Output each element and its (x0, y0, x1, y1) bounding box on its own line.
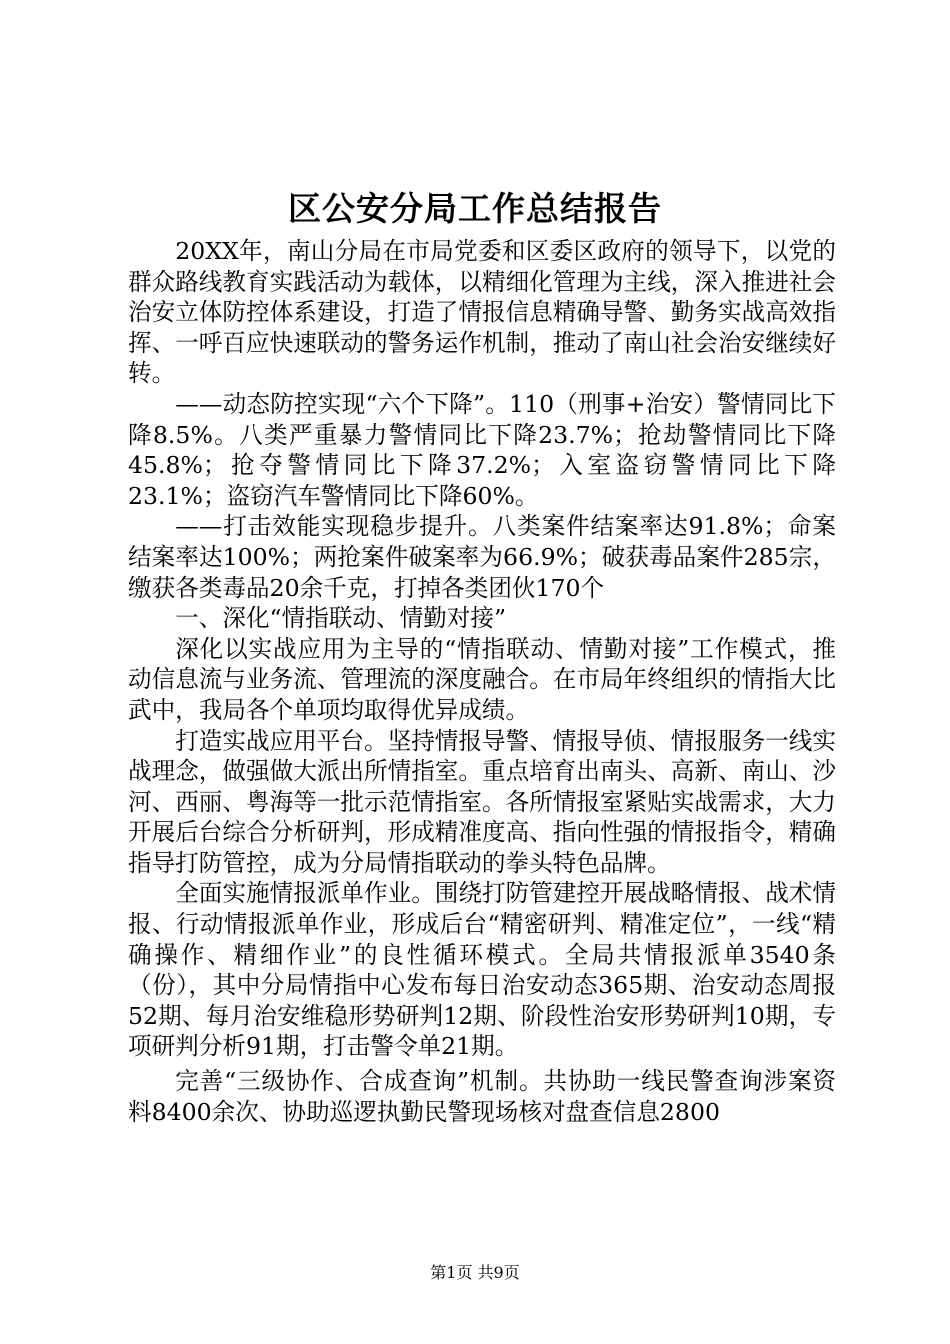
paragraph-dynamic-control: ——动态防控实现“六个下降”。110（刑事+治安）警情同比下降8.5%。八类严重暴力警情同比下降23.7%；抢劫警情同比下降45.8%；抢夺警情同比下降37.2%；入室盗窃警情同比下降23.1%；盗窃汽车警情同比下降60%。 (128, 389, 836, 510)
document-body (128, 236, 836, 1127)
paragraph-platform: 打造实战应用平台。坚持情报导警、情报导侦、情报服务一线实战理念，做强做大派出所情指室。重点培育出南头、高新、南山、沙河、西丽、粤海等一批示范情指室。各所情报室紧贴实战需求，大力开展后台综合分析研判，形成精准度高、指向性强的情报指令，精确指导打防管控，成为分局情指联动的拳头特色品牌。 (128, 726, 836, 877)
paragraph-intro: 20XX年，南山分局在市局党委和区委区政府的领导下，以党的群众路线教育实践活动为载体，以精细化管理为主线，深入推进社会治安立体防控体系建设，打造了情报信息精确导警、勤务实战高效指挥、一呼百应快速联动的警务运作机制，推动了南山社会治安继续好转。 (128, 237, 836, 388)
paragraph-dispatch: 全面实施情报派单作业。围绕打防管建控开展战略情报、战术情报、行动情报派单作业，形成后台“精密研判、精准定位”，一线“精确操作、精细作业”的良性循环模式。全局共情报派单3540条（份），其中分局情指中心发布每日治安动态365期、治安动态周报52期、每月治安维稳形势研判12期、阶段性治安形势研判10期，专项研判分析91期，打击警令单21期。 (128, 879, 836, 1061)
section-heading-1: 一、深化“情指联动、情勤对接” (175, 604, 507, 633)
paragraph-strike-efficiency: ——打击效能实现稳步提升。八类案件结案率达91.8%；命案结案率达100%；两抢案件破案率为66.9%；破获毒品案件285宗，缴获各类毒品20余千克，打掉各类团伙170个 (128, 512, 836, 602)
paragraph-section-1-intro: 深化以实战应用为主导的“情指联动、情勤对接”工作模式，推动信息流与业务流、管理流的深度融合。在市局年终组织的情指大比武中，我局各个单项均取得优异成绩。 (128, 634, 836, 724)
paragraph-coordination: 完善“三级协作、合成查询”机制。共协助一线民警查询涉案资料8400余次、协助巡逻执勤民警现场核对盘查信息2800 (128, 1067, 836, 1126)
document-title: 区公安分局工作总结报告 (288, 189, 662, 228)
page-footer: 第1页 共9页 (430, 1263, 520, 1282)
